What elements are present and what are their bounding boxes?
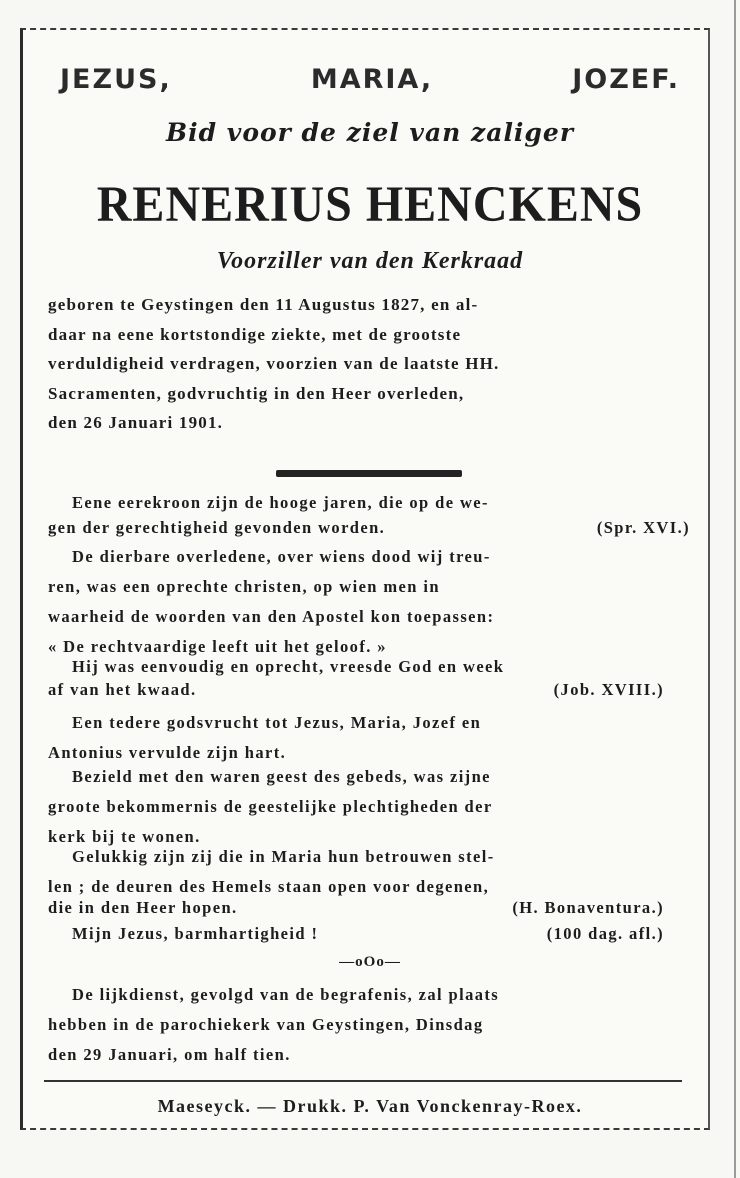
deceased-title: Voorziller van den Kerkraad	[216, 248, 524, 274]
verse-line: Eene eerekroon zijn de hooge jaren, die op de we-	[72, 493, 489, 512]
verse-6	[48, 842, 690, 902]
verse-line: « De rechtvaardige leeft uit het geloof. »	[48, 637, 387, 656]
verse-2	[48, 542, 690, 662]
printer-credit: Maeseyck. — Drukk. P. Van Vonckenray-Roex.	[157, 1096, 583, 1116]
deceased-name: RENERIUS HENCKENS	[96, 176, 644, 233]
verse-reference: (H. Bonaventura.)	[512, 898, 664, 917]
verse-1-last	[48, 518, 690, 538]
name-jozef: JOZEF.	[572, 64, 680, 95]
funeral-line: hebben in de parochiekerk van Geystingen, Dinsdag	[48, 1015, 484, 1034]
verse-line: gen der gerechtigheid gevonden worden.	[48, 518, 386, 537]
verse-line: Een tedere godsvrucht tot Jezus, Maria, Jozef en	[72, 713, 482, 732]
verse-reference: (Spr. XVI.)	[596, 518, 690, 537]
verse-line: len ; de deuren des Hemels staan open voor degenen,	[48, 877, 490, 896]
verse-5	[48, 762, 690, 852]
verse-line: die in den Heer hopen.	[48, 898, 238, 917]
biography-line: Sacramenten, godvruchtig in den Heer overleden,	[48, 383, 465, 403]
divider-bar	[276, 470, 462, 477]
header-names	[60, 64, 680, 95]
verse-line: groote bekommernis de geestelijke plechtigheden der	[48, 797, 493, 816]
verse-4	[48, 708, 690, 768]
funeral-line: den 29 Januari, om half tien.	[48, 1045, 291, 1064]
verse-line: De dierbare overledene, over wiens dood wij treu-	[72, 547, 491, 566]
verse-1	[48, 488, 690, 518]
verse-line: kerk bij te wonen.	[48, 827, 201, 846]
verse-line: ren, was een oprechte christen, op wien men in	[48, 577, 440, 596]
verse-3	[48, 652, 690, 682]
funeral-line: De lijkdienst, gevolgd van de begrafenis, zal plaats	[72, 985, 500, 1004]
verse-line: Antonius vervulde zijn hart.	[48, 743, 287, 762]
bottom-rule	[44, 1080, 682, 1082]
biography-line: daar na eene kortstondige ziekte, met de grootste	[48, 324, 462, 344]
verse-6-last	[48, 898, 690, 918]
verse-3-last	[48, 680, 690, 700]
verse-line: Gelukkig zijn zij die in Maria hun betrouwen stel-	[72, 847, 495, 866]
biography-line: verduldigheid verdragen, voorzien van de laatste HH.	[48, 354, 500, 373]
verse-7	[48, 924, 690, 944]
verse-line: af van het kwaad.	[48, 680, 197, 699]
verse-line: Hij was eenvoudig en oprecht, vreesde God en week	[72, 657, 505, 676]
name-jezus: JEZUS,	[60, 64, 172, 95]
biography	[48, 290, 690, 438]
verse-line: Mijn Jezus, barmhartigheid !	[72, 924, 319, 943]
verse-line: waarheid de woorden van den Apostel kon toepassen:	[48, 607, 495, 626]
prayer-line: Bid voor de ziel van zaliger	[165, 118, 574, 147]
biography-line: geboren te Geystingen den 11 Augustus 1827, en al-	[48, 295, 479, 314]
verse-reference: (Job. XVIII.)	[553, 680, 664, 699]
biography-line: den 26 Januari 1901.	[48, 413, 224, 432]
verse-line: Bezield met den waren geest des gebeds, was zijne	[72, 767, 491, 786]
ornament-separator: —oOo—	[339, 954, 401, 970]
verse-reference: (100 dag. afl.)	[546, 924, 664, 943]
name-maria: MARIA,	[310, 64, 434, 95]
funeral-notice	[48, 980, 690, 1070]
